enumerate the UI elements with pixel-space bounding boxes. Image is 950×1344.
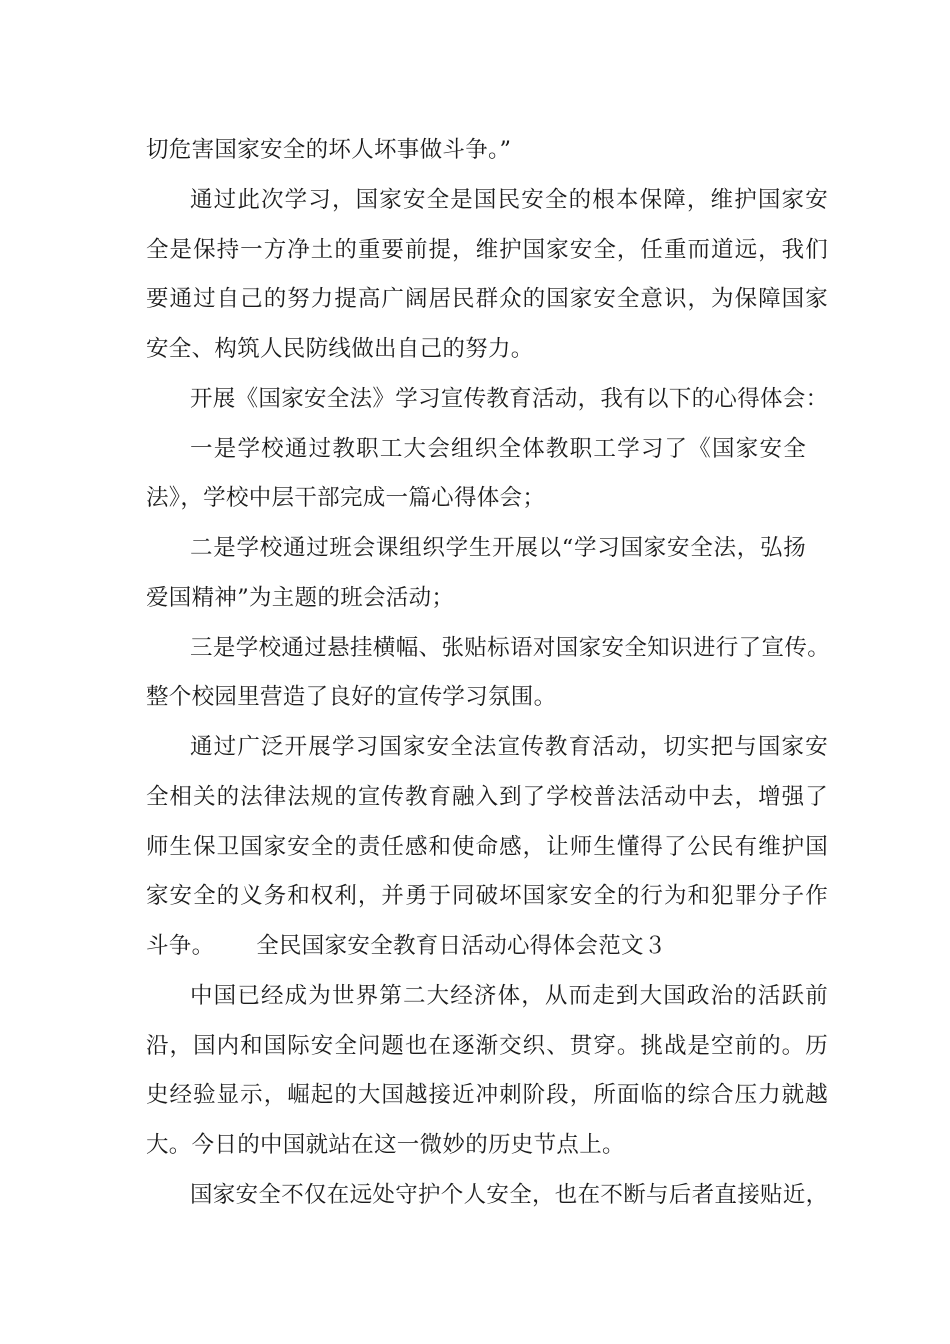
paragraph-first-line: 中国已经成为世界第二大经济体，从而走到大国政治的活跃前 <box>190 983 828 1009</box>
text-line: 师生保卫国家安全的责任感和使命感，让师生懂得了公民有维护国 <box>146 834 828 860</box>
text-line: 切危害国家安全的坏人坏事做斗争。” <box>146 137 512 163</box>
text-line: 安全、构筑人民防线做出自己的努力。 <box>146 336 534 362</box>
text-line: 史经验显示，崛起的大国越接近冲刺阶段，所面临的综合压力就越 <box>146 1082 828 1108</box>
list-item-line: 二是学校通过班会课组织学生开展以“学习国家安全法，弘扬 <box>190 535 806 561</box>
text-line: 整个校园里营造了良好的宣传学习氛围。 <box>146 684 557 710</box>
text-line: 全是保持一方净土的重要前提，维护国家安全，任重而道远，我们 <box>146 237 828 263</box>
paragraph-first-line: 通过广泛开展学习国家安全法宣传教育活动，切实把与国家安 <box>190 734 828 760</box>
text-line: 爱国精神”为主题的班会活动； <box>146 585 455 611</box>
text-line: 要通过自己的努力提高广阔居民群众的国家安全意识，为保障国家 <box>146 286 828 312</box>
text-line: 法》，学校中层干部完成一篇心得体会； <box>146 485 546 511</box>
text-line: 全相关的法律法规的宣传教育融入到了学校普法活动中去，增强了 <box>146 784 828 810</box>
paragraph-first-line: 通过此次学习，国家安全是国民安全的根本保障，维护国家安 <box>190 187 828 213</box>
paragraph-first-line: 开展《国家安全法》学习宣传教育活动，我有以下的心得体会： <box>190 386 829 412</box>
text-line: 沿，国内和国际安全问题也在逐渐交织、贯穿。挑战是空前的。历 <box>146 1033 828 1059</box>
list-item-line: 一是学校通过教职工大会组织全体教职工学习了《国家安全 <box>190 436 806 462</box>
section-heading-line: 斗争。 全民国家安全教育日活动心得体会范文３ <box>146 933 667 959</box>
text-line: 大。今日的中国就站在这一微妙的历史节点上。 <box>146 1132 625 1158</box>
paragraph-first-line: 国家安全不仅在远处守护个人安全，也在不断与后者直接贴近， <box>190 1182 829 1208</box>
text-line: 家安全的义务和权利，并勇于同破坏国家安全的行为和犯罪分子作 <box>146 883 828 909</box>
list-item-line: 三是学校通过悬挂横幅、张贴标语对国家安全知识进行了宣传。 <box>190 635 830 661</box>
